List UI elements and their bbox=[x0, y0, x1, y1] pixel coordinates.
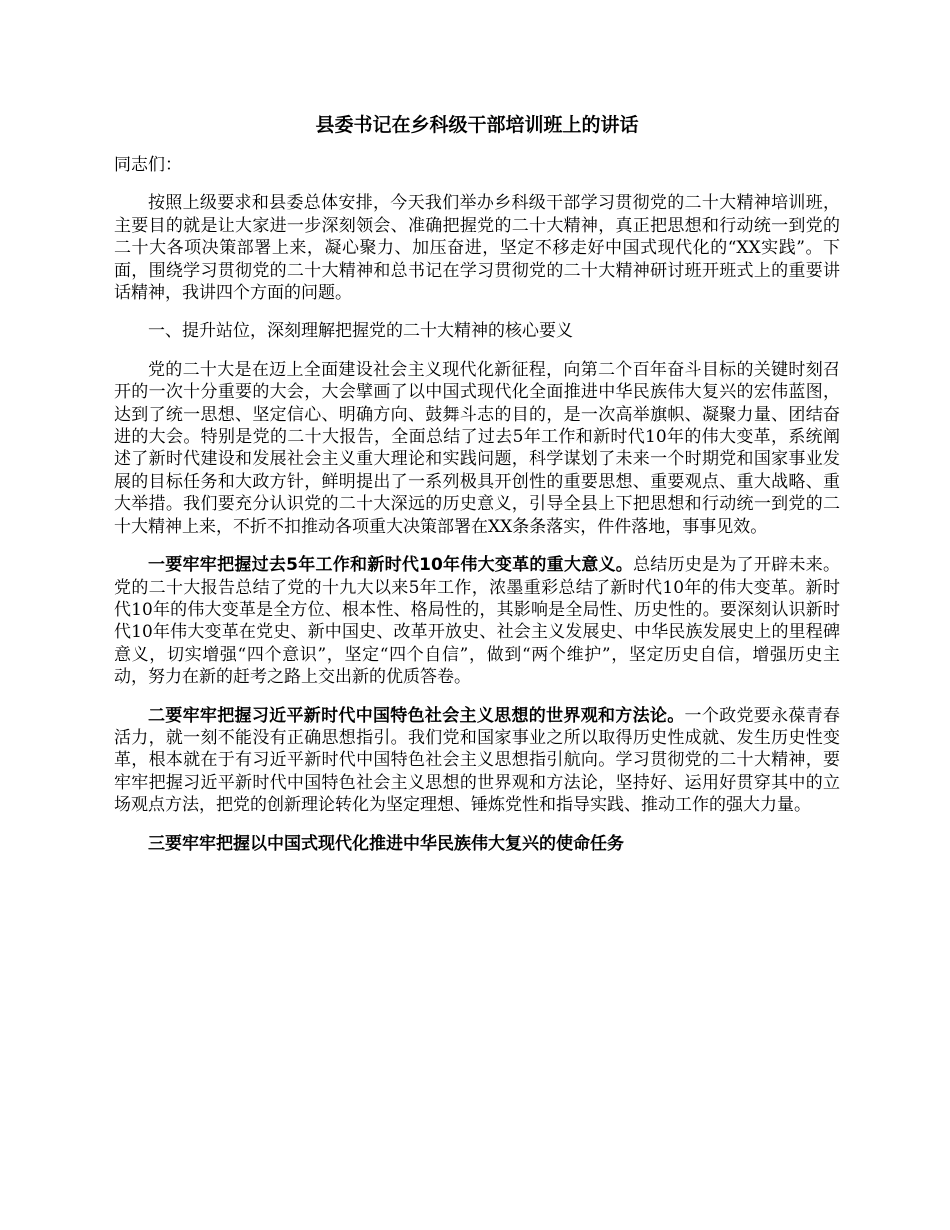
point-1-body: 总结历史是为了开辟未来。党的二十大报告总结了党的十九大以来5年工作，浓墨重彩总结了新时代10年的伟大变革。新时代10年的伟大变革是全方位、根本性、格局性的，其影响是全局性、历史性的。要深刻认识新时代10年伟大变革在党史、新中国史、改革开放史、社会主义发展史、中华民族发展史上的里程碑意义，切实增强“四个意识”，坚定“四个自信”，做到“两个维护”，坚定历史自信，增强历史主动，努力在新的赶考之路上交出新的优质答卷。 bbox=[114, 555, 840, 688]
point-2-lead: 二要牢牢把握习近平新时代中国特色社会主义思想的世界观和方法论。 bbox=[148, 705, 685, 726]
intro-paragraph: 按照上级要求和县委总体安排，今天我们举办乡科级干部学习贯彻党的二十大精神培训班，主要目的就是让大家进一步深刻领会、准确把握党的二十大精神，真正把思想和行动统一到党的二十大各项决策部署上来，凝心聚力、加压奋进，坚定不移走好中国式现代化的“XX实践”。下面，围绕学习贯彻党的二十大精神和总书记在学习贯彻党的二十大精神研讨班开班式上的重要讲话精神，我讲四个方面的问题。 bbox=[114, 193, 840, 304]
salutation: 同志们： bbox=[114, 155, 182, 175]
section-1-paragraph: 党的二十大是在迈上全面建设社会主义现代化新征程，向第二个百年奋斗目标的关键时刻召开的一次十分重要的大会，大会擘画了以中国式现代化全面推进中华民族伟大复兴的宏伟蓝图，达到了统一思想、坚定信心、明确方向、鼓舞斗志的目的，是一次高举旗帜、凝聚力量、团结奋进的大会。特别是党的二十大报告，全面总结了过去5年工作和新时代10年的伟大变革，系统阐述了新时代建设和发展社会主义重大理论和实践问题，科学谋划了未来一个时期党和国家事业发展的目标任务和大政方针，鲜明提出了一系列极具开创性的重要思想、重要观点、重大战略、重大举措。我们要充分认识党的二十大深远的历史意义，引导全县上下把思想和行动统一到党的二十大精神上来，不折不扣推动各项重大决策部署在XX条条落实，件件落地，事事见效。 bbox=[114, 359, 840, 537]
document-title: 县委书记在乡科级干部培训班上的讲话 bbox=[315, 114, 639, 136]
point-3-paragraph bbox=[114, 833, 840, 855]
point-2-body: 一个政党要永葆青春活力，就一刻不能没有正确思想指引。我们党和国家事业之所以取得历史性成就、发生历史性变革，根本就在于有习近平新时代中国特色社会主义思想指引航向。学习贯彻党的二十大精神，要牢牢把握习近平新时代中国特色社会主义思想的世界观和方法论，坚持好、运用好贯穿其中的立场观点方法，把党的创新理论转化为坚定理想、锤炼党性和指导实践、推动工作的强大力量。 bbox=[114, 705, 841, 816]
section-1-heading: 一、提升站位，深刻理解把握党的二十大精神的核心要义 bbox=[148, 321, 573, 342]
point-1-paragraph bbox=[114, 554, 840, 688]
point-1-lead: 一要牢牢把握过去5年工作和新时代10年伟大变革的重大意义。 bbox=[148, 555, 634, 576]
document-page bbox=[114, 112, 840, 871]
point-3-lead: 三要牢牢把握以中国式现代化推进中华民族伟大复兴的使命任务 bbox=[148, 833, 624, 854]
point-2-paragraph bbox=[114, 705, 840, 817]
